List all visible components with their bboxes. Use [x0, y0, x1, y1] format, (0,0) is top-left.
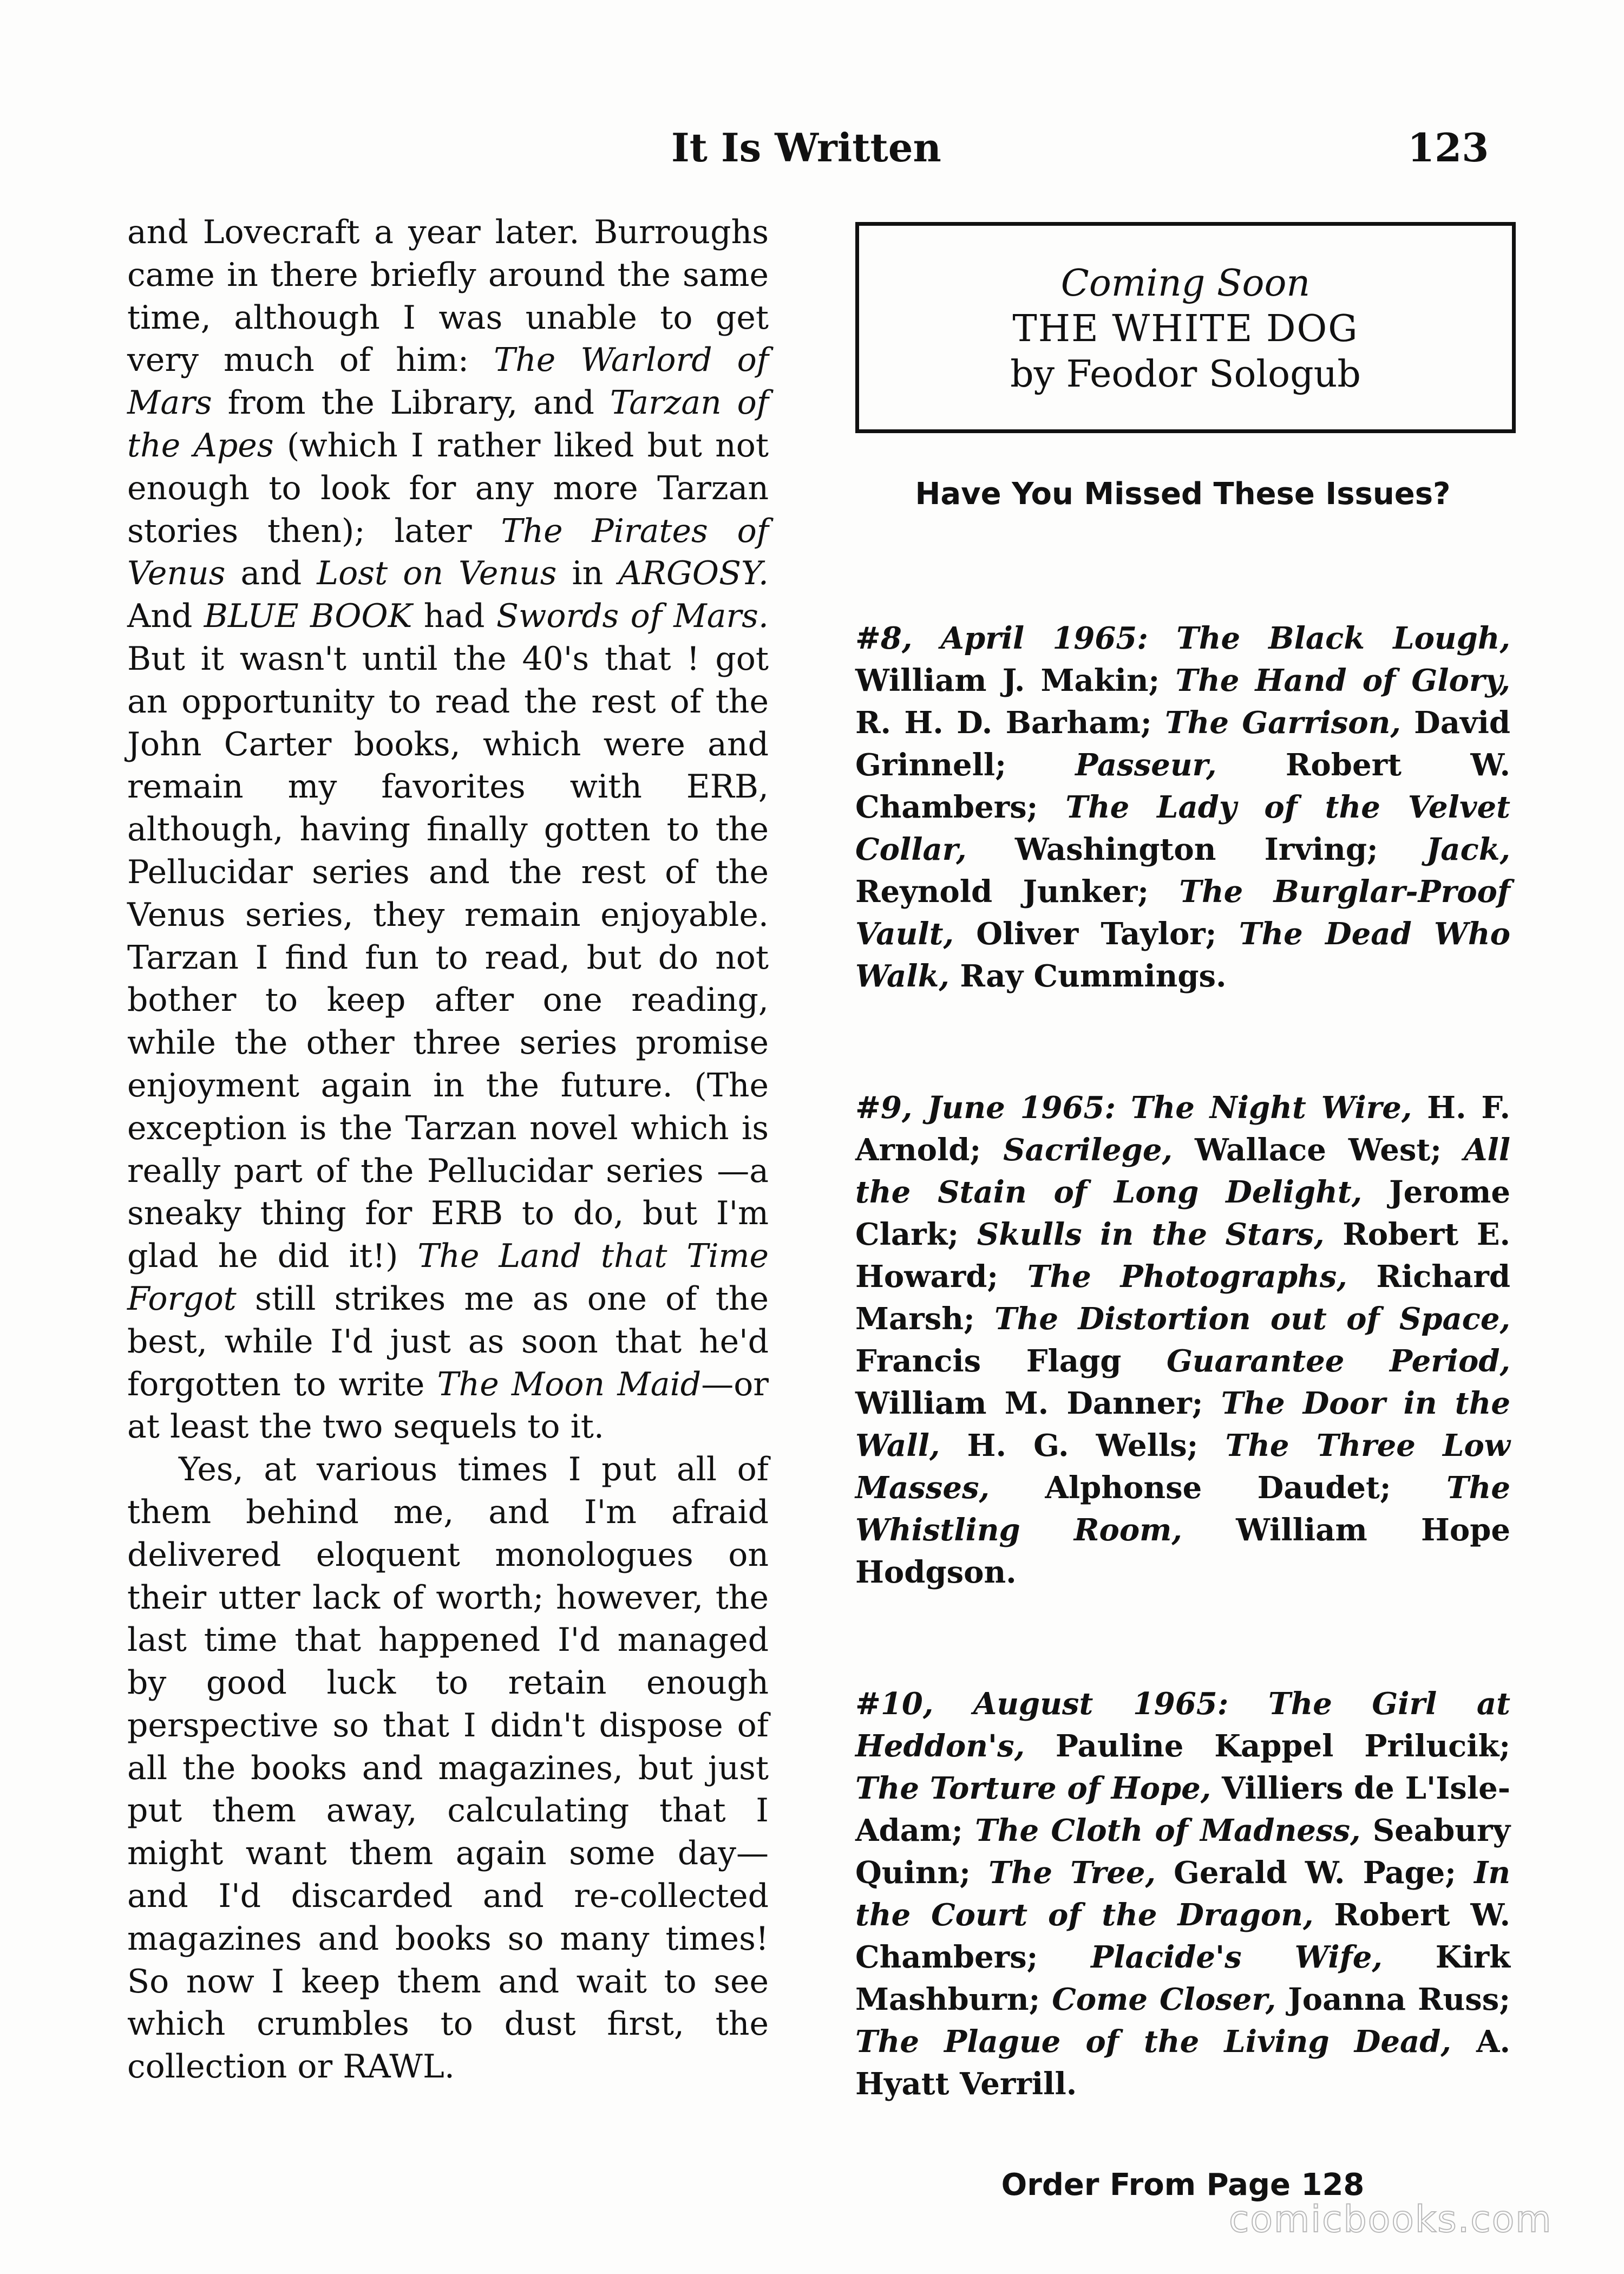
text-run: Yes, at various times I put all of them behind me, and I'm afraid delivered eloquent monologues on their utter lack of worth; however, the last time that happened I'd managed by good luck to retain enough perspective so that I didn't dispose of all the books and magazines, but just put them away, calculating that I might want them again some day—and I'd discarded and re-collected magazines and books so many times! So now I keep them and wait to see which crumbles to dust first, the collection or RAWL. — [127, 1450, 769, 2086]
page-number: 123 — [1407, 125, 1489, 171]
left-column — [127, 211, 769, 2088]
italic-run: Skulls in the Stars, — [977, 1217, 1325, 1252]
italic-run: Sacrilege, — [1003, 1132, 1173, 1168]
text-run: But it wasn't until the 40's that ! got an opportunity to read the rest of the John Carter books, which were and remain my favorites with ERB, although, having finally gotten to the Pellucidar series and the rest of the Venus series, they remain enjoyable. Tarzan I find fun to read, but do not bother to keep after one reading, while the other three series promise enjoyment again in the future. (The exception is the Tarzan novel which is really part of the Pellucidar series —a sneaky thing for ERB to do, but I'm glad he did it!) — [127, 639, 769, 1276]
italic-run: Passeur, — [1075, 747, 1217, 783]
coming-soon-label: Coming Soon — [1060, 262, 1311, 305]
text-run: had — [412, 597, 496, 636]
italic-run: #8, April 1965: — [855, 620, 1177, 656]
italic-run: The Plague of the Living Dead, — [855, 2024, 1451, 2060]
italic-run: The Warlord of Mars — [127, 341, 769, 422]
issue-listing — [855, 1087, 1510, 1593]
text-run: Pauline Kappel Prilucik; — [1025, 1728, 1510, 1764]
text-run: Joanna Russ; — [1276, 1982, 1510, 2017]
italic-run: Lost on Venus — [317, 554, 557, 593]
italic-run: Tarzan of the Apes — [127, 384, 769, 465]
italic-run: The Tree, — [988, 1855, 1156, 1891]
italic-run: The Black Lough, — [1176, 620, 1510, 656]
text-run: Ray Cummings. — [949, 958, 1227, 994]
text-run: William J. Makin; — [855, 663, 1176, 698]
text-run: Kirk Mashburn; — [855, 1939, 1511, 2017]
italic-run: The Pirates of Venus — [127, 512, 769, 593]
coming-soon-box — [855, 222, 1516, 433]
italic-run: Placide's Wife, — [1091, 1939, 1383, 1975]
text-run: Francis Flagg — [855, 1343, 1167, 1379]
text-run: Seabury Quinn; — [855, 1813, 1511, 1891]
watermark: comicbooks.com — [1229, 2198, 1553, 2241]
text-run: Gerald W. Page; — [1155, 1855, 1475, 1891]
coming-soon-author: by Feodor Sologub — [1010, 353, 1361, 396]
text-run: Oliver Taylor; — [953, 916, 1239, 952]
text-run: Alphonse Daudet; — [989, 1470, 1446, 1506]
text-run: William Hope Hodgson. — [855, 1512, 1511, 1590]
text-run: (which I rather liked but not enough to look for any more Tarzan stories then); later — [127, 426, 769, 550]
italic-run: The Garrison, — [1164, 705, 1401, 741]
italic-run: The Cloth of Madness, — [975, 1813, 1361, 1848]
body-paragraph — [127, 211, 769, 1448]
text-run: Villiers de L'Isle-Adam; — [855, 1770, 1510, 1848]
italic-run: The Torture of Hope, — [855, 1770, 1212, 1806]
running-title: It Is Written — [671, 125, 941, 171]
italic-run: All the Stain of Long Delight, — [855, 1132, 1510, 1210]
text-run: H. F. Arnold; — [855, 1090, 1510, 1168]
italic-run: In the Court of the Dragon, — [855, 1855, 1510, 1933]
text-run: and — [225, 554, 317, 593]
text-run: Robert W. Chambers; — [855, 1897, 1510, 1975]
italic-run: The Land that Time Forgot — [127, 1237, 769, 1318]
italic-run: The Girl at Heddon's, — [855, 1686, 1510, 1764]
text-run: still strikes me as one of the best, while I'd just as soon that he'd forgotten to write — [127, 1279, 769, 1403]
text-run: And — [127, 597, 204, 636]
text-run: Jerome Clark; — [855, 1174, 1510, 1252]
italic-run: Jack, — [1426, 832, 1510, 867]
text-run: A. Hyatt Verrill. — [855, 2024, 1510, 2102]
italic-run: The Photographs, — [1027, 1259, 1347, 1295]
issue-listing — [855, 617, 1510, 997]
text-run: H. G. Wells; — [940, 1428, 1226, 1463]
italic-run: The Night Wire, — [1130, 1090, 1412, 1126]
text-run: Washington Irving; — [966, 832, 1426, 867]
text-run: Richard Marsh; — [855, 1259, 1510, 1337]
italic-run: The Door in the Wall, — [855, 1386, 1510, 1463]
order-notice: Order From Page 128 — [1001, 2167, 1365, 2203]
text-run: in — [556, 554, 619, 593]
italic-run: BLUE BOOK — [204, 597, 412, 636]
italic-run: The Three Low Masses, — [855, 1428, 1510, 1506]
italic-run: Swords of Mars. — [496, 597, 769, 636]
italic-run: The Dead Who Walk, — [855, 916, 1510, 994]
text-run: —or at least the two sequels to it. — [127, 1365, 769, 1446]
italic-run: The Hand of Glory, — [1175, 663, 1511, 698]
text-run: Robert E. Howard; — [855, 1217, 1510, 1295]
italic-run: ARGOSY. — [618, 554, 769, 593]
italic-run: Come Closer, — [1052, 1982, 1276, 2017]
text-run: and Lovecraft a year later. Burroughs came in there briefly around the same time, although I was unable to get very much of him: — [127, 213, 769, 380]
coming-soon-title: THE WHITE DOG — [1012, 308, 1359, 350]
issue-listing — [855, 1683, 1510, 2105]
italic-run: The Lady of the Velvet Collar, — [855, 789, 1510, 867]
italic-run: #10, August 1965: — [855, 1686, 1268, 1722]
italic-run: The Whistling Room, — [855, 1470, 1510, 1548]
text-run: from the Library, and — [212, 384, 610, 422]
text-run: William M. Danner; — [855, 1386, 1221, 1421]
text-run: Wallace West; — [1172, 1132, 1464, 1168]
italic-run: The Moon Maid — [437, 1365, 702, 1403]
text-run: Robert W. Chambers; — [855, 747, 1511, 825]
italic-run: The Distortion out of Space, — [994, 1301, 1510, 1337]
italic-run: #9, June 1965: — [855, 1090, 1131, 1126]
text-run: Reynold Junker; — [855, 874, 1180, 910]
back-issues-heading: Have You Missed These Issues? — [915, 476, 1451, 512]
italic-run: Guarantee Period, — [1166, 1343, 1510, 1379]
text-run: David Grinnell; — [855, 705, 1510, 783]
text-run: R. H. D. Barham; — [855, 705, 1165, 741]
back-issues-column — [855, 476, 1510, 2203]
body-paragraph — [127, 1448, 769, 2088]
italic-run: The Burglar-Proof Vault, — [855, 874, 1510, 952]
